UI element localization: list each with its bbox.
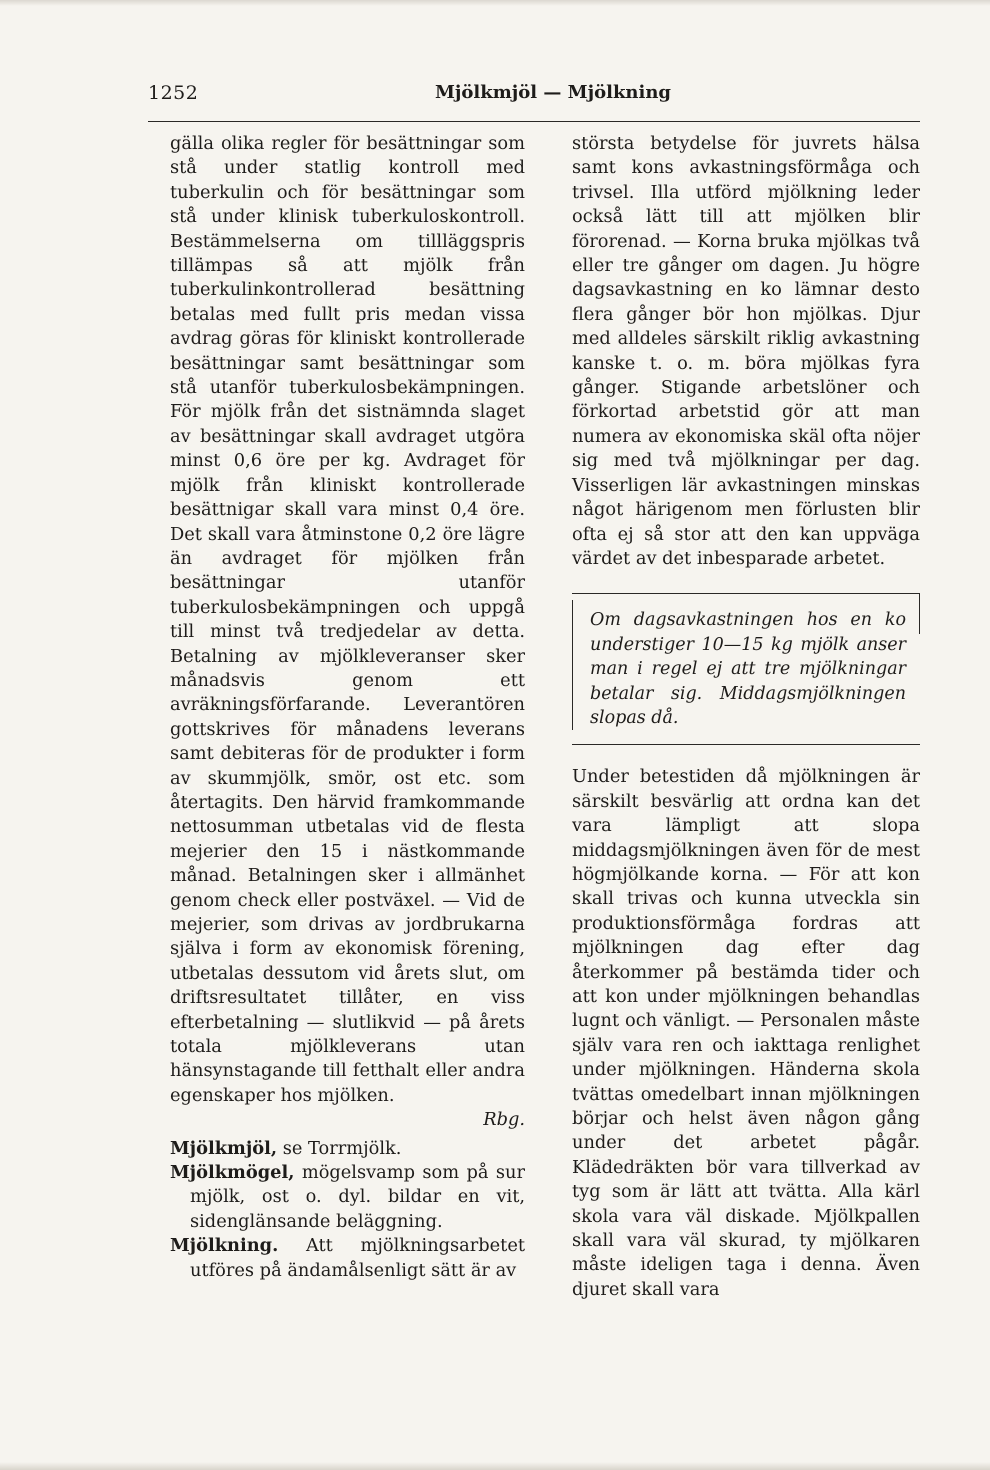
- running-title: Mjölkmjöl — Mjölkning: [434, 82, 672, 103]
- page-edge-bottom: [0, 1462, 990, 1470]
- entry-mjolkning: [170, 1234, 525, 1283]
- callout-text: Om dagsavkastningen hos en ko understiger 10—15 kg mjölk anser man i regel ej att tre mjölkningar betalar sig. Middagsmjölkningen slopas då.: [590, 610, 906, 728]
- callout-box: [572, 593, 920, 745]
- author-signature: Rbg.: [483, 1109, 525, 1131]
- right-body-paragraph-1: största betydelse för juvrets hälsa samt kons avkastningsförmåga och trivsel. Illa utförd mjölkning leder också lätt till att mjölken blir förorenad. — Korna bruka mjölkas två eller tre gånger om dagen. Ju högre dagsavkastning en ko lämnar desto flera gånger bör hon mjölkas. Djur med alldeles särskilt riklig avkastning kanske t. o. m. böra mjölkas fyra gånger. Stigande arbetslöner och förkortad arbetstid gör att man numera av ekonomiska skäl ofta nöjer sig med två mjölkningar per dag. Visserligen lär avkastningen minskas något härigenom men förlusten blir ofta ej så stor att den kan uppväga värdet av det inbesparade arbetet.: [572, 133, 920, 569]
- page-edge-top: [0, 0, 990, 6]
- entry-text: se Torrmjölk.: [277, 1137, 402, 1159]
- page-header: [148, 82, 918, 112]
- right-body-paragraph-2: Under betestiden då mjölkningen är särskilt besvärlig att ordna kan det vara lämpligt att slopa middagsmjölkningen även för de mest högmjölkande korna. — För att kon skall trivas och kunna utveckla sin produktionsförmåga fordras att mjölkningen dag efter dag återkommer på bestämda tider och att kon under mjölkningen behandlas lugnt och vänligt. — Personalen måste själv vara ren och iakttaga renlighet under mjölkningen. Händerna skola tvättas omedelbart innan mjölkningen börjar och helst även någon gång under det arbetet pågår. Klädedräkten bör vara tillverkad av tyg som är lätt att tvätta. Alla kärl skola vara väl diskade. Mjölkpallen skall vara väl skurad, ty mjölkaren måste ideligen taga i denna. Även djuret skall vara: [572, 766, 920, 1300]
- entry-text: mögelsvamp som på sur mjölk, ost o. dyl. bildar en vit, sidenglänsande beläggning.: [190, 1162, 525, 1232]
- left-body-paragraph: gälla olika regler för besättningar som stå under statlig kontroll med tuberkulin och för besättningar som stå under klinisk tuberkuloskontroll. Bestämmelserna om tillläggspris tillämpas så att mjölk från tuberkulinkontrollerad besättning betalas med fullt pris medan vissa avdrag göras för kliniskt kontrollerade besättningar samt besättningar som stå utanför tuberkulosbekämpningen. För mjölk från det sistnämnda slaget av besättningar skall avdraget utgöra minst 0,6 öre per kg. Avdraget för mjölk från kliniskt kontrollerade besättnigar skall vara minst 0,4 öre. Det skall vara åtminstone 0,2 öre lägre än avdraget för mjölken från besättningar utanför tuberkulosbekämpningen och uppgå till minst två tredjedelar av detta. Betalning av mjölkleveranser sker månadsvis genom ett avräkningsförfarande. Leverantören gottskrives för månadens leverans samt debiteras för de produkter i form av skummjölk, smör, ost etc. som återtagits. Den härvid framkommande nettosumman utbetalas vid de flesta mejerier den 15 i nästkommande månad. Betalningen sker i allmänhet genom check eller postväxel. — Vid de mejerier, som drivas av jordbrukarna själva i form av ekonomisk förening, utbetalas dessutom vid årets slut, om driftsresultatet tillåter, en viss efterbetalning — slutlikvid — på årets totala mjölkleverans utan hänsynstagande till fetthalt eller andra egenskaper hos mjölken.: [170, 133, 525, 1106]
- entry-mjolkmogel: [170, 1161, 525, 1234]
- entry-mjolkmjol: [170, 1137, 525, 1161]
- page-number: 1252: [148, 82, 199, 104]
- entry-term: Mjölkning.: [170, 1235, 279, 1257]
- header-rule: [148, 121, 920, 122]
- left-column: [170, 132, 525, 1283]
- entry-term: Mjölkmögel,: [170, 1162, 295, 1184]
- right-column: [572, 132, 920, 1302]
- entry-term: Mjölkmjöl,: [170, 1137, 278, 1159]
- entry-text: Att mjölkningsarbetet utföres på ändamålsenligt sätt är av: [190, 1235, 525, 1281]
